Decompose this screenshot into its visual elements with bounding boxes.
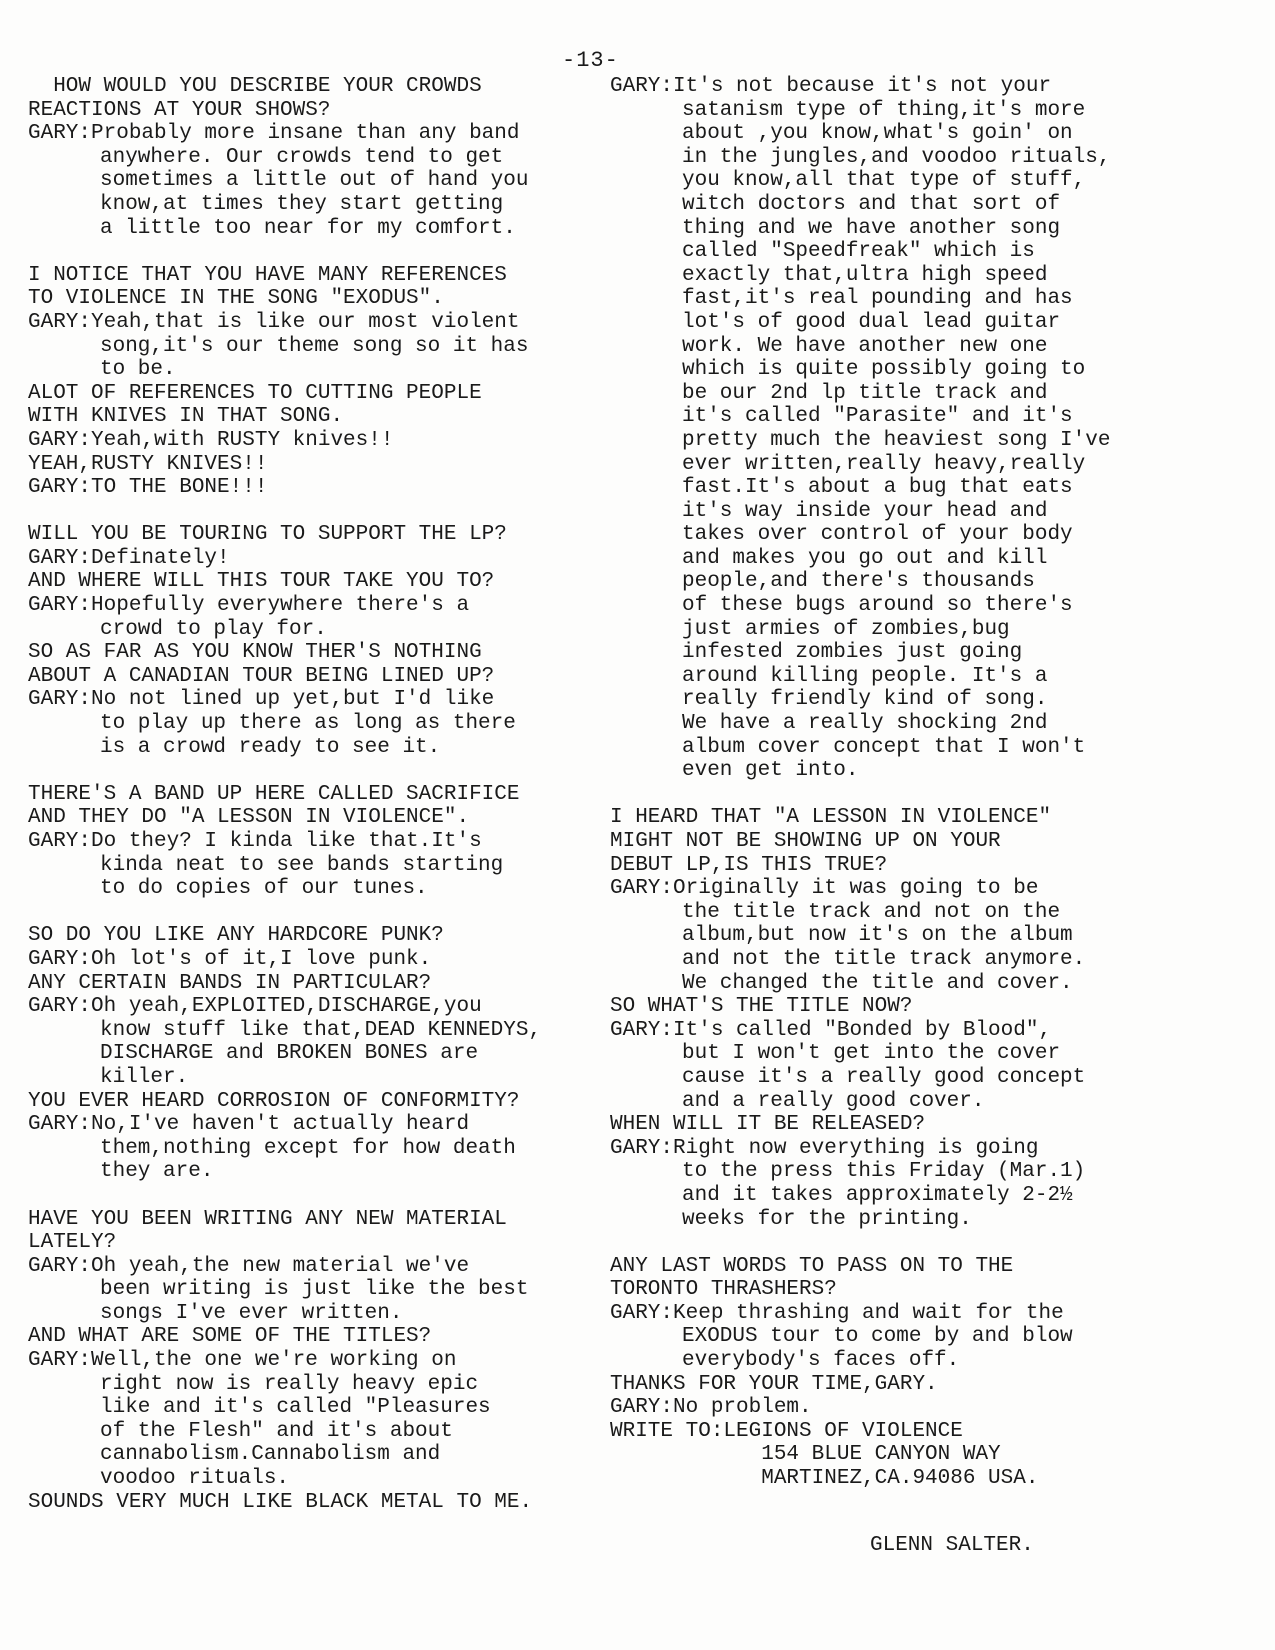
text-line: [28, 1184, 608, 1208]
text-line: We have a really shocking 2nd: [682, 712, 1048, 736]
text-line: GARY:Yeah,with RUSTY knives!!: [28, 428, 394, 452]
text-line: ever written,really heavy,really: [682, 452, 1086, 476]
text-line: REACTIONS AT YOUR SHOWS?: [28, 98, 331, 122]
text-line: you know,all that type of stuff,: [682, 169, 1086, 193]
text-line: thing and we have another song: [682, 216, 1061, 240]
text-line: I NOTICE THAT YOU HAVE MANY REFERENCES: [28, 263, 507, 287]
text-line: [28, 500, 608, 524]
text-line: I HEARD THAT "A LESSON IN VIOLENCE": [610, 806, 1052, 830]
text-line: the title track and not on the: [682, 900, 1061, 924]
text-line: [28, 759, 608, 783]
text-line: WITH KNIVES IN THAT SONG.: [28, 405, 344, 429]
text-line: DEBUT LP,IS THIS TRUE?: [610, 853, 888, 877]
text-line: it's way inside your head and: [682, 499, 1048, 523]
text-line: in the jungles,and voodoo rituals,: [682, 145, 1111, 169]
text-line: infested zombies just going: [682, 641, 1023, 665]
text-line: fast,it's real pounding and has: [682, 287, 1073, 311]
text-line: everybody's faces off.: [682, 1349, 960, 1373]
text-line: know,at times they start getting: [100, 192, 504, 216]
text-line: EXODUS tour to come by and blow: [682, 1325, 1073, 1349]
page-number: -13-: [562, 48, 619, 73]
text-line: WILL YOU BE TOURING TO SUPPORT THE LP?: [28, 523, 507, 547]
text-line: killer.: [100, 1065, 189, 1089]
text-line: ABOUT A CANADIAN TOUR BEING LINED UP?: [28, 664, 495, 688]
text-line: and not the title track anymore.: [682, 947, 1086, 971]
text-line: and a really good cover.: [682, 1089, 985, 1113]
text-line: GARY:It's called "Bonded by Blood",: [610, 1018, 1052, 1042]
text-line: ANY CERTAIN BANDS IN PARTICULAR?: [28, 971, 432, 995]
text-line: satanism type of thing,it's more: [682, 98, 1086, 122]
text-line: AND THEY DO "A LESSON IN VIOLENCE".: [28, 806, 470, 830]
text-line: GARY:Keep thrashing and wait for the: [610, 1301, 1064, 1325]
text-line: about ,you know,what's goin' on: [682, 122, 1073, 146]
text-line: GARY:Do they? I kinda like that.It's: [28, 830, 482, 853]
text-line: they are.: [100, 1160, 214, 1184]
text-line: around killing people. It's a: [682, 664, 1048, 688]
text-line: cannabolism.Cannabolism and: [100, 1443, 441, 1467]
text-line: AND WHAT ARE SOME OF THE TITLES?: [28, 1325, 432, 1349]
text-line: album,but now it's on the album: [682, 924, 1073, 948]
author-signature: GLENN SALTER.: [870, 1534, 1034, 1557]
text-line: pretty much the heaviest song I've: [682, 428, 1111, 452]
text-line: of the Flesh" and it's about: [100, 1419, 453, 1443]
text-line: GARY:Probably more insane than any band: [28, 122, 520, 146]
text-line: HOW WOULD YOU DESCRIBE YOUR CROWDS: [28, 75, 482, 98]
left-column: [28, 75, 608, 1514]
text-line: [28, 901, 608, 925]
text-line: GARY:Yeah,that is like our most violent: [28, 310, 520, 334]
text-line: GARY:Well,the one we're working on: [28, 1349, 457, 1373]
text-line: is a crowd ready to see it.: [100, 735, 441, 759]
text-line: MIGHT NOT BE SHOWING UP ON YOUR: [610, 830, 1001, 853]
text-line: SOUNDS VERY MUCH LIKE BLACK METAL TO ME.: [28, 1490, 533, 1514]
text-line: GARY:Definately!: [28, 546, 230, 570]
text-line: MARTINEZ,CA.94086 USA.: [610, 1467, 1039, 1491]
text-line: and makes you go out and kill: [682, 546, 1048, 570]
text-line: to do copies of our tunes.: [100, 877, 428, 901]
text-line: really friendly kind of song.: [682, 688, 1048, 712]
text-line: HAVE YOU BEEN WRITING ANY NEW MATERIAL: [28, 1207, 507, 1231]
text-line: be our 2nd lp title track and: [682, 381, 1048, 405]
text-line: YEAH,RUSTY KNIVES!!: [28, 452, 268, 476]
text-line: them,nothing except for how death: [100, 1136, 516, 1160]
text-line: WRITE TO:LEGIONS OF VIOLENCE: [610, 1419, 963, 1443]
text-line: GARY:Right now everything is going: [610, 1136, 1039, 1160]
text-line: WHEN WILL IT BE RELEASED?: [610, 1113, 926, 1137]
text-line: kinda neat to see bands starting: [100, 853, 504, 877]
text-line: exactly that,ultra high speed: [682, 263, 1048, 287]
text-line: GARY:Oh yeah,EXPLOITED,DISCHARGE,you: [28, 995, 482, 1019]
text-line: but I won't get into the cover: [682, 1042, 1061, 1066]
text-line: AND WHERE WILL THIS TOUR TAKE YOU TO?: [28, 570, 495, 594]
text-line: like and it's called "Pleasures: [100, 1396, 491, 1420]
text-line: know stuff like that,DEAD KENNEDYS,: [100, 1018, 542, 1042]
right-column: [610, 75, 1260, 1491]
text-line: GARY:Oh yeah,the new material we've: [28, 1254, 470, 1278]
text-line: GARY:No,I've haven't actually heard: [28, 1113, 470, 1137]
text-line: and it takes approximately 2-2½: [682, 1183, 1073, 1207]
text-line: GARY:TO THE BONE!!!: [28, 476, 268, 500]
text-line: work. We have another new one: [682, 334, 1048, 358]
text-line: lot's of good dual lead guitar: [682, 310, 1061, 334]
text-line: GARY:It's not because it's not your: [610, 75, 1052, 98]
text-line: been writing is just like the best: [100, 1278, 529, 1302]
text-line: album cover concept that I won't: [682, 735, 1086, 759]
text-line: right now is really heavy epic: [100, 1372, 479, 1396]
text-line: even get into.: [682, 759, 859, 783]
text-line: TORONTO THRASHERS?: [610, 1278, 837, 1302]
text-line: called "Speedfreak" which is: [682, 240, 1035, 264]
text-line: anywhere. Our crowds tend to get: [100, 145, 504, 169]
text-line: [610, 783, 1260, 807]
text-line: YOU EVER HEARD CORROSION OF CONFORMITY?: [28, 1089, 520, 1113]
text-line: takes over control of your body: [682, 523, 1073, 547]
text-line: 154 BLUE CANYON WAY: [610, 1443, 1001, 1467]
text-line: THERE'S A BAND UP HERE CALLED SACRIFICE: [28, 782, 520, 806]
text-line: SO DO YOU LIKE ANY HARDCORE PUNK?: [28, 924, 444, 948]
text-line: ANY LAST WORDS TO PASS ON TO THE: [610, 1254, 1014, 1278]
text-line: weeks for the printing.: [682, 1207, 972, 1231]
text-line: songs I've ever written.: [100, 1301, 403, 1325]
text-line: [28, 240, 608, 264]
text-line: SO AS FAR AS YOU KNOW THER'S NOTHING: [28, 641, 482, 665]
text-line: GARY:No problem.: [610, 1396, 812, 1420]
text-line: of these bugs around so there's: [682, 594, 1073, 618]
text-line: THANKS FOR YOUR TIME,GARY.: [610, 1372, 938, 1396]
text-line: it's called "Parasite" and it's: [682, 405, 1073, 429]
text-line: We changed the title and cover.: [682, 971, 1073, 995]
text-line: to be.: [100, 358, 176, 382]
text-line: GARY:Oh lot's of it,I love punk.: [28, 947, 432, 971]
text-line: cause it's a really good concept: [682, 1065, 1086, 1089]
text-line: ALOT OF REFERENCES TO CUTTING PEOPLE: [28, 381, 482, 405]
text-line: song,it's our theme song so it has: [100, 334, 529, 358]
text-line: sometimes a little out of hand you: [100, 169, 529, 193]
text-line: fast.It's about a bug that eats: [682, 476, 1073, 500]
text-line: DISCHARGE and BROKEN BONES are: [100, 1042, 479, 1066]
text-line: GARY:Originally it was going to be: [610, 877, 1039, 901]
text-line: SO WHAT'S THE TITLE NOW?: [610, 995, 913, 1019]
text-line: GARY:No not lined up yet,but I'd like: [28, 688, 495, 712]
text-line: which is quite possibly going to: [682, 358, 1086, 382]
text-line: crowd to play for.: [100, 617, 327, 641]
text-line: [610, 1231, 1260, 1255]
text-line: LATELY?: [28, 1231, 117, 1255]
text-line: voodoo rituals.: [100, 1467, 290, 1491]
text-line: GARY:Hopefully everywhere there's a: [28, 594, 470, 618]
text-line: people,and there's thousands: [682, 570, 1035, 594]
text-line: a little too near for my comfort.: [100, 216, 516, 240]
text-line: just armies of zombies,bug: [682, 617, 1010, 641]
text-line: TO VIOLENCE IN THE SONG "EXODUS".: [28, 287, 444, 311]
text-line: to the press this Friday (Mar.1): [682, 1160, 1086, 1184]
text-line: witch doctors and that sort of: [682, 192, 1061, 216]
text-line: to play up there as long as there: [100, 712, 516, 736]
